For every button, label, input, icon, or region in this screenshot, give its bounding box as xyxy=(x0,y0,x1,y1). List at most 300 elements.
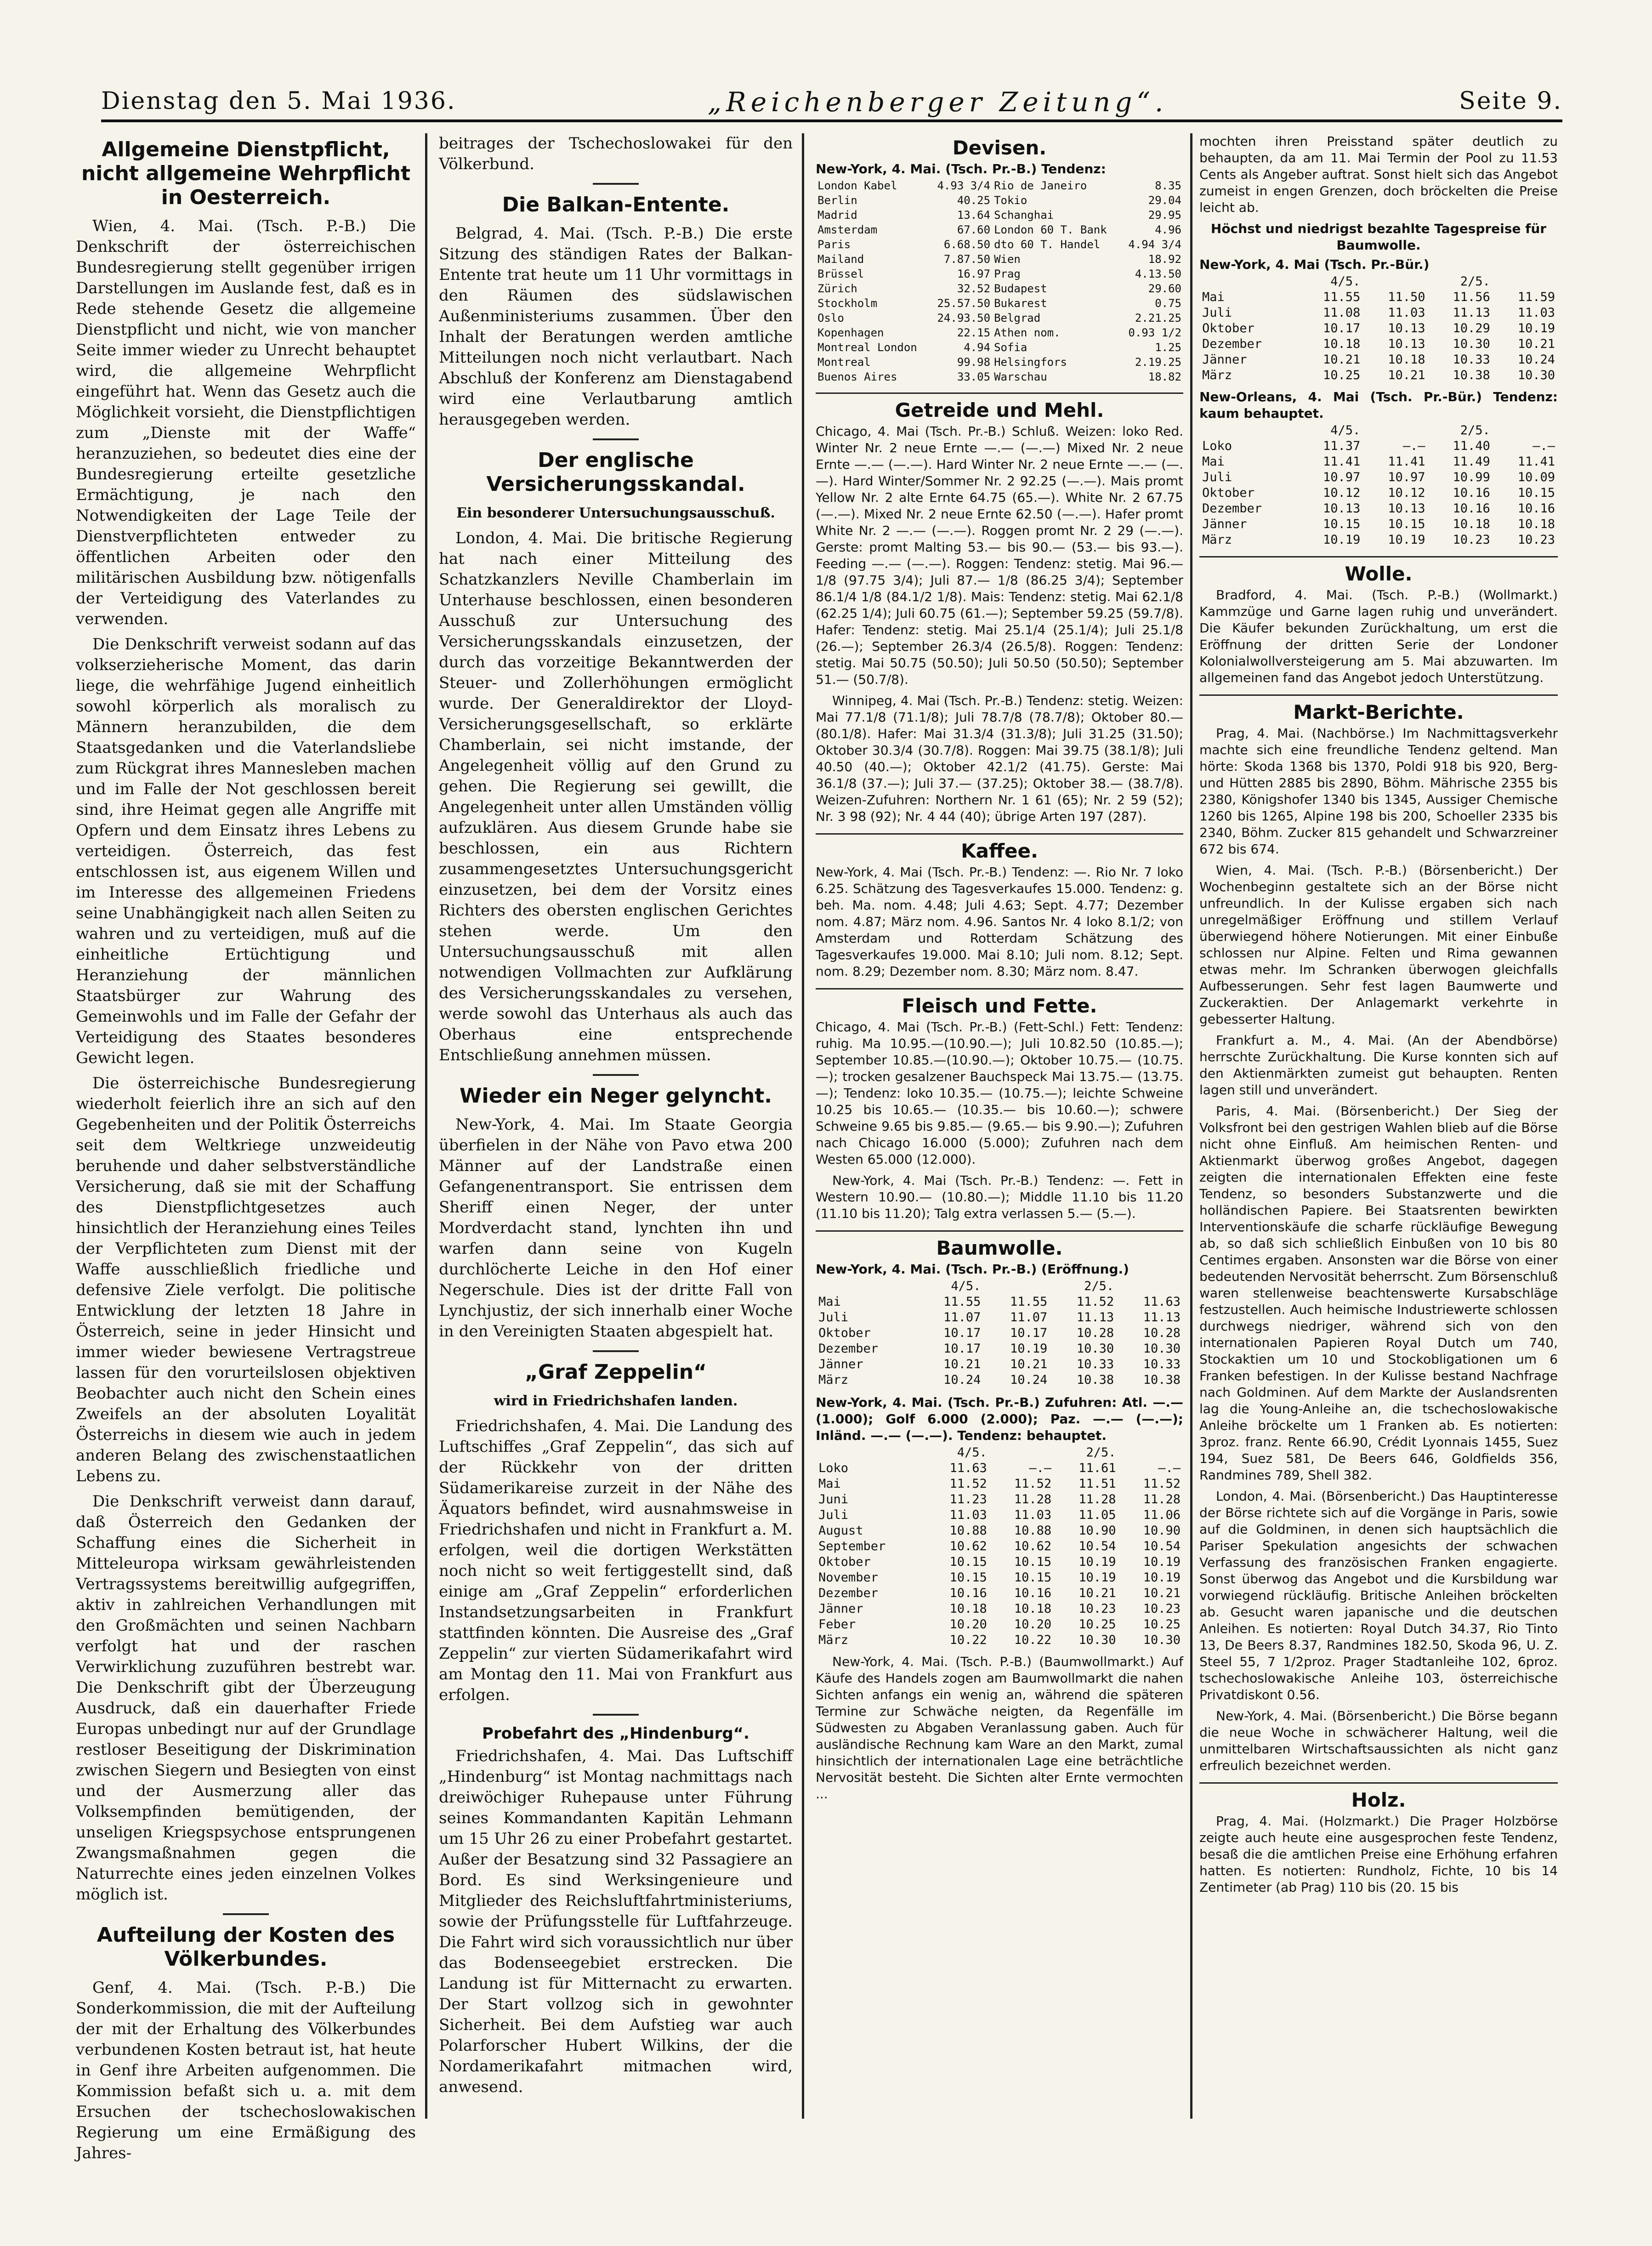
table-cell: 11.49 xyxy=(1453,455,1490,469)
market-report: Wien, 4. Mai. (Tsch. P.-B.) (Börsenbericht.) Der Wochenbeginn gestaltete sich an der Börse nicht unfreundlich. In der Kulisse ergaben sich nach unregelmäßiger Eröffnung und stillem Verlauf überwiegend höhere Notierungen. Mit einer Einbuße schlossen nur Alpine. Felten und Rima gewannen etwas mehr. Im Schranken überwogen gleichfalls Aufbesserungen. Sehr fest lagen Baumwerte und Zuckeraktien. Der Anlagemarkt verkehrte in gebesserter Haltung. xyxy=(1199,863,1558,1027)
market-report: Frankfurt a. M., 4. Mai. (An der Abendbörse) herrschte Zurückhaltung. Die Kurse konnten sich auf den Aktienmärkten zumeist gut behaupten. Renten lagen still und unverändert. xyxy=(1199,1033,1558,1097)
table-cell: London Kabel xyxy=(817,179,897,192)
table-cell: Sofia xyxy=(994,341,1028,354)
article-subtitle: Ein besonderer Untersuchungsausschuß. xyxy=(456,505,775,521)
market-report: London, 4. Mai. (Börsenbericht.) Das Hauptinteresse der Börse richtete sich auf die Vorgänge in Paris, sowie auf die Goldminen, in denen sich hauptsächlich die Pariser Spekulation angesichts der schwachen Verfassung des französischen Franken engagierte. Sonst überwog das Angebot und die Kursbildung war vorwiegend rückläufig. Britische Anleihen bröckelten ab. Gesucht waren japanische und die deutschen Anleihen. Es notierten: Royal Dutch 34.37, Rio Tinto 13, De Beers 8.37, Randmines 182.50, Skoda 96, U. Z. Steel 55, 7 1/2proz. Prager Stadtanleihe 102, 6proz. tschechoslowakische Anleihe 103, österreichische Privatdiskont 0.56. xyxy=(1199,1489,1558,1702)
table-cell: Dezember xyxy=(1202,337,1262,351)
table-header-cell xyxy=(990,1445,1054,1461)
table-row xyxy=(816,178,1183,193)
devisen-table xyxy=(816,178,1183,384)
table-cell: 4.96 xyxy=(1155,223,1181,236)
column-rule xyxy=(425,133,427,2119)
table-cell: März xyxy=(818,1633,849,1647)
table-cell: 16.97 xyxy=(957,267,991,280)
table-header-cell xyxy=(1363,423,1428,438)
table-cell: 11.03 xyxy=(1517,306,1555,320)
table-cell: 11.52 xyxy=(1014,1477,1052,1491)
table-cell: 11.28 xyxy=(1014,1492,1052,1507)
table-cell: 11.59 xyxy=(1517,290,1555,304)
table-cell: 10.20 xyxy=(1014,1617,1052,1632)
table-cell: 10.18 xyxy=(1453,517,1490,531)
table-cell: 11.41 xyxy=(1323,455,1361,469)
table-cell: Mai xyxy=(818,1295,841,1309)
table-cell: 2.19.25 xyxy=(1135,356,1181,369)
market-report: Prag, 4. Mai. (Holzmarkt.) Die Prager Holzbörse zeigte auch heute eine ausgesprochen feste Tendenz, besaß die die amtlichen Preise eine Erhöhung erfahren hatten. Es notierten: Rundholz, Fichte, 10 bis 14 Zentimeter (ab Prag) 110 bis (20. 15 bis xyxy=(1199,1814,1558,1895)
section-title-tagespreise: Höchst und niedrigst bezahlte Tagespreise für Baumwolle. xyxy=(1210,221,1547,253)
table-cell: 4.94 xyxy=(964,341,991,354)
table-row xyxy=(1199,532,1558,548)
table-cell: 10.62 xyxy=(1014,1539,1052,1553)
table-cell: 11.50 xyxy=(1388,290,1425,304)
section-separator xyxy=(816,988,1183,989)
table-cell: 10.17 xyxy=(943,1342,981,1356)
market-text: Chicago, 4. Mai (Tsch. Pr.-B.) Schluß. Weizen: loko Red. Winter Nr. 2 neue Ernte —.— (—.—) Mixed Nr. 2 neue Ernte —.— (—.—). Hard Winter Nr. 2 neue Ernte —.— (—.—). Hard Winter/Sommer Nr. 2 92.25 (—.—). Mais promt Yellow Nr. 2 alte Ernte 64.75 (65.—). White Nr. 2 67.75 (—.—). Mixed Nr. 2 neue Ernte 62.50 (—.—). Hafer promt White Nr. 2 —.— (—.—). Roggen promt Nr. 2 29 (—.—). Gerste: promt Malting 53.— bis 90.— (53.— bis 93.—). Feeding —.— (—.—). Roggen: Tendenz: stetig. Mai 96.— 1/8 (97.75 3/4); Juli 87.— 1/8 (86.25 3/4); September 86.1/4 1/8 (84.1/2 1/8). Mais: Tendenz: stetig. Mai 62.1/8 (62.25 1/4); Juli 60.75 (61.—); September 59.25 (59.7/8). Hafer: Tendenz: stetig. Mai 25.1/4 (25.1/4); Juli 25.1/8 (26.—); September 26.3/4 (26.5/8). Roggen: Tendenz: stetig. Mai 50.75 (50.50); Juli 50.50 (50.50); September 51.— (50.7/8). xyxy=(816,424,1183,687)
table-cell: 11.37 xyxy=(1323,439,1361,453)
section-title-devisen: Devisen. xyxy=(952,136,1047,159)
section-separator xyxy=(816,833,1183,835)
table-header-cell: 4/5. xyxy=(1330,423,1361,438)
tagespreise-header: New-York, 4. Mai (Tsch. Pr.-Bür.) xyxy=(1199,257,1430,272)
table-cell: London 60 T. Bank xyxy=(994,223,1107,236)
tagespreise-header: New-Orleans, 4. Mai (Tsch. Pr.-Bür.) Tendenz: kaum behauptet. xyxy=(1199,389,1558,421)
table-cell: Bukarest xyxy=(994,297,1047,310)
table-cell: 4.93 3/4 xyxy=(937,179,991,192)
section-separator xyxy=(1199,694,1558,696)
table-cell: 10.18 xyxy=(949,1602,987,1616)
article-paragraph: Die Denkschrift verweist dann darauf, daß Österreich den Gedanken der Schaffung eines die Sicherheit in Mitteleuropa wirksam gewährleistenden Vertragssystems bereitwillig aufgegriffen, aktiv in zahlreichen Verhandlungen mit den Großmächten und seinen Nachbarn verfolgt hat und der raschen Verwirklichung zuzuführen bestrebt war. Die Denkschrift gibt der Überzeugung Ausdruck, daß ein dauerhafter Friede Europas unbedingt nur auf der Grundlage restloser Beseitigung der Diskrimination zwischen Siegern und Besiegten von einst und der Ausmerzung aller das Volksempfinden bemütigenden, der unseligen Kriegspsychose entsprungenen Zwangsmaßnahmen gegen die Naturrechte eines jeden einzelnen Volkes möglich ist. xyxy=(76,1492,416,1904)
table-cell: 11.61 xyxy=(1079,1461,1116,1475)
table-cell: Warschau xyxy=(994,370,1047,383)
table-cell: 11.28 xyxy=(1079,1492,1116,1507)
table-cell: 29.60 xyxy=(1148,282,1181,295)
table-row xyxy=(1199,454,1558,470)
table-row xyxy=(1199,368,1558,383)
table-row xyxy=(1199,501,1558,517)
table-cell: 8.35 xyxy=(1155,179,1181,192)
table-cell: 11.07 xyxy=(1010,1310,1048,1325)
table-header-cell xyxy=(1199,423,1298,438)
table-cell: 10.23 xyxy=(1143,1602,1181,1616)
table-header-cell: 2/5. xyxy=(1460,423,1490,438)
article-title: Probefahrt des „Hindenburg“. xyxy=(482,1724,749,1743)
header-paper-title: „Reichenberger Zeitung“. xyxy=(708,86,1168,118)
table-cell: 10.16 xyxy=(1517,501,1555,516)
table-cell: —.— xyxy=(1029,1461,1052,1475)
table-cell: Oktober xyxy=(818,1555,871,1569)
table-cell: 11.07 xyxy=(943,1310,981,1325)
table-cell: 10.22 xyxy=(949,1633,987,1647)
section-title-getreide: Getreide und Mehl. xyxy=(895,399,1104,421)
table-cell: —.— xyxy=(1402,439,1425,453)
table-cell: Tokio xyxy=(994,194,1028,207)
table-cell: 10.99 xyxy=(1453,470,1490,484)
table-header-cell: 4/5. xyxy=(1330,274,1361,289)
market-text: Chicago, 4. Mai (Tsch. Pr.-B.) (Fett-Schl.) Fett: Tendenz: ruhig. Ma 10.95.—(10.90.—); Juli 10.82.50 (10.85.—); September 10.85.—(10.90.—); Oktober 10.75.— (10.75.—); trocken gesalzener Bauchspeck Mai 13.75.— (13.75.—); Tendenz: loko 10.35.— (10.75.—); leichte Schweine 10.25 bis 10.65.— (10.35.— bis 10.60.—); schwere Schweine 9.65 bis 9.85.— (9.65.— bis 9.90.—); Zufuhren nach Chicago 16.000 (5.000); Zufuhren nach dem Westen 65.000 (12.000). xyxy=(816,1019,1183,1167)
table-cell: Rio de Janeiro xyxy=(994,179,1087,192)
article-paragraph: New-York, 4. Mai. Im Staate Georgia überfielen in der Nähe von Pavo etwa 200 Männer auf der Landstraße einen Gefangenentransport. Sie entrissen dem Sheriff einen Neger, der unter Mordverdacht stand, lynchten ihn und warfen dann seine von Kugeln durchlöcherte Leiche in den Hof einer Negerschule. Dies ist der dritte Fall von Lynchjustiz, der sich innerhalb einer Woche in den Vereinigten Staaten abgespielt hat. xyxy=(439,1115,793,1341)
table-cell: 10.17 xyxy=(943,1326,981,1340)
table-row xyxy=(816,1554,1183,1570)
article-paragraph: Die Denkschrift verweist sodann auf das volkserzieherische Moment, das darin liege, die wehrfähige Jugend einheitlich sowohl körperlich als moralisch zu Männern heranzubilden, die dem Staatsgedanken und die Vaterlandsliebe zum Rückgrat ihres Mannesleben machen und im Falle der Not geschlossen bereit sind, ihre Heimat gegen alle Angriffe mit Opfern und dem Einsatz ihres Lebens zu verteidigen. Österreich, das fest entschlossen ist, aus eigenem Willen und im Interesse des allgemeinen Friedens seine Unabhängigkeit nach allen Seiten zu wahren und zu verteidigen, muß auf die einheitliche Ertüchtigung und Heranziehung der männlichen Staatsbürger zur Wahrung des Gemeinwohls und im Falle der Gefahr der Verteidigung des Staates besonderes Gewicht legen. xyxy=(76,635,416,1067)
table-cell: Belgrad xyxy=(994,312,1041,324)
table-cell: 11.03 xyxy=(1014,1508,1052,1522)
table-cell: 10.30 xyxy=(1076,1342,1114,1356)
table-cell: 10.17 xyxy=(1323,321,1361,335)
baumwolle-header: New-York, 4. Mai. (Tsch. Pr.-B.) Zufuhren: Atl. —.— (1.000); Golf 6.000 (2.000); Paz. —.— (—.—); Inländ. —.— (—.—). Tendenz: behauptet. xyxy=(816,1395,1183,1443)
table-cell: 10.18 xyxy=(1014,1602,1052,1616)
table-cell: 10.15 xyxy=(949,1555,987,1569)
table-cell: 11.56 xyxy=(1453,290,1490,304)
table-header-cell xyxy=(1493,423,1558,438)
article-paragraph: Friedrichshafen, 4. Mai. Die Landung des Luftschiffes „Graf Zeppelin“, das sich auf der Rückkehr von der dritten Südamerikareise zurzeit in der Nähe des Äquators befindet, wird ausnahmsweise in Friedrichshafen und nicht in Frankfurt a. M. erfolgen, weil die dortigen Werkstätten noch nicht so weit fertiggestellt sind, daß einige am „Graf Zeppelin“ erforderlichen Instandsetzungsarbeiten in Frankfurt stattfinden könnten. Die Ausreise des „Graf Zeppelin“ zur vierten Südamerikafahrt wird am Montag den 11. Mai von Frankfurt aus erfolgen. xyxy=(439,1417,793,1704)
table-header-cell: 2/5. xyxy=(1084,1279,1114,1293)
section-title-baumwolle: Baumwolle. xyxy=(936,1237,1063,1259)
table-row xyxy=(816,1523,1183,1539)
table-cell: 10.33 xyxy=(1143,1357,1181,1371)
article-separator xyxy=(593,1074,639,1076)
table-header-cell xyxy=(1363,274,1428,290)
table-cell: dto 60 T. Handel xyxy=(994,238,1101,251)
table-cell: 10.15 xyxy=(1014,1570,1052,1585)
table-cell: 25.57.50 xyxy=(937,297,991,310)
table-row xyxy=(816,1539,1183,1554)
section-separator xyxy=(1199,1782,1558,1784)
table-cell: 10.18 xyxy=(1517,517,1555,531)
table-row xyxy=(816,1310,1183,1325)
table-cell: 40.25 xyxy=(957,194,991,207)
table-cell: Wien xyxy=(994,253,1021,266)
section-title-kaffee: Kaffee. xyxy=(961,840,1038,862)
table-cell: 11.63 xyxy=(1143,1295,1181,1309)
table-row xyxy=(816,281,1183,296)
table-cell: 10.25 xyxy=(1323,368,1361,382)
table-cell: Juli xyxy=(818,1310,849,1325)
table-header-cell xyxy=(1493,274,1558,290)
article-paragraph: London, 4. Mai. Die britische Regierung hat nach einer Mitteilung des Schatzkanzlers Neville Chamberlain im Unterhause beschlossen, einen besonderen Ausschuß zur Untersuchung des Versicherungsskandals einzusetzen, der durch das vorzeitige Bekanntwerden der Steuer- und Zollerhöhungen ermöglicht wurde. Der Generaldirektor der Lloyd-Versicherungsgesellschaft, so erklärte Chamberlain, sei nicht imstande, der Angelegenheit völlig auf den Grund zu gehen. Die Regierung sei gewillt, die Angelegenheit unter allen Umständen völlig aufzuklären. Aus diesem Grunde habe sie beschlossen, ein aus Richtern zusammengesetztes Untersuchungsgericht einzusetzen, bei dem der Vorsitz eines Richters des obersten englischen Gerichtes stehen werde. Um den Untersuchungsausschuß mit allen notwendigen Vollmachten zur Aufklärung des Versicherungsskandales zu versehen, werde sowohl das Unterhaus als auch das Oberhaus eine entsprechende Entschließung annehmen müssen. xyxy=(439,529,793,1064)
table-cell: 10.15 xyxy=(1323,517,1361,531)
table-row xyxy=(816,237,1183,252)
table-cell: 11.55 xyxy=(1010,1295,1048,1309)
market-text: Bradford, 4. Mai. (Tsch. P.-B.) (Wollmarkt.) Kammzüge und Garne lagen ruhig und unverändert. Die Käufer bekunden Zurückhaltung, um erst die Eröffnung der dritten Serie der Londoner Kolonialwollversteigerung am 5. Mai abzuwarten. Im allgemeinen fand das Angebot jedoch Unterstützung. xyxy=(1199,587,1558,685)
table-cell: 10.23 xyxy=(1517,533,1555,547)
table-cell: Buenos Aires xyxy=(817,370,897,383)
article-title: Allgemeine Dienstpflicht, nicht allgemeine Wehrpflicht in Oesterreich. xyxy=(81,138,411,209)
table-cell: Mai xyxy=(818,1477,841,1491)
table-cell: 10.88 xyxy=(1014,1524,1052,1538)
table-cell: 99.98 xyxy=(957,356,991,369)
table-cell: 24.93.50 xyxy=(937,312,991,324)
table-cell: 4.13.50 xyxy=(1135,267,1181,280)
table-cell: Amsterdam xyxy=(817,223,878,236)
table-cell: 10.38 xyxy=(1453,368,1490,382)
table-cell: August xyxy=(818,1524,863,1538)
devisen-header: New-York, 4. Mai. (Tsch. Pr.-B.) Tendenz: xyxy=(816,161,1106,176)
article-separator xyxy=(593,1714,639,1716)
table-cell: 10.16 xyxy=(1453,486,1490,500)
table-cell: 10.15 xyxy=(1517,486,1555,500)
table-cell: 10.38 xyxy=(1076,1373,1114,1387)
table-header-cell: 2/5. xyxy=(1460,274,1490,289)
table-cell: —.— xyxy=(1533,439,1555,453)
table-cell: 10.24 xyxy=(1517,353,1555,367)
table-row xyxy=(816,340,1183,355)
table-cell: Paris xyxy=(817,238,851,251)
table-cell: 1.25 xyxy=(1155,341,1181,354)
table-cell: Prag xyxy=(994,267,1021,280)
table-cell: Dezember xyxy=(1202,501,1262,516)
table-row xyxy=(816,193,1183,208)
section-separator xyxy=(1199,556,1558,557)
table-row xyxy=(816,1476,1183,1492)
table-row xyxy=(1199,352,1558,368)
table-cell: 10.24 xyxy=(1010,1373,1048,1387)
table-row xyxy=(816,370,1183,384)
market-text: Winnipeg, 4. Mai (Tsch. Pr.-B.) Tendenz: stetig. Weizen: Mai 77.1/8 (71.1/8); Juli 78.7/8 (78.7/8); Oktober 80.— (80.1/8). Hafer: Mai 31.3/4 (31.3/8); Juli 31.25 (31.50); Oktober 30.3/4 (30.7/8). Roggen: Mai 39.75 (38.1/8); Juli 40.50 (40.—); Oktober 42.1/2 (41.75). Gerste: Mai 36.1/8 (37.—); Juli 37.— (37.25); Oktober 38.— (38.7/8). Weizen-Zufuhren: Northern Nr. 1 61 (65); Nr. 2 59 (52); Nr. 3 98 (92); Nr. 4 44 (40); übrige Arten 197 (287). xyxy=(816,693,1183,824)
table-cell: Oslo xyxy=(817,312,844,324)
column-1 xyxy=(76,133,416,2162)
table-cell: 10.18 xyxy=(1388,353,1425,367)
table-cell: 11.03 xyxy=(949,1508,987,1522)
table-cell: Budapest xyxy=(994,282,1047,295)
table-cell: Schanghai xyxy=(994,209,1054,222)
table-cell: 67.60 xyxy=(957,223,991,236)
column-rule xyxy=(1190,133,1192,2119)
table-cell: 10.09 xyxy=(1517,470,1555,484)
table-row xyxy=(1199,336,1558,352)
table-row xyxy=(1199,305,1558,321)
article-separator xyxy=(593,438,639,440)
page-header xyxy=(101,83,1562,122)
table-row xyxy=(816,208,1183,222)
table-cell: 11.52 xyxy=(1143,1477,1181,1491)
tagespreise-table-2 xyxy=(1199,423,1558,548)
article-paragraph: Die österreichische Bundesregierung wiederholt feierlich ihre an sich auf den Gegebenheiten und der Politik Österreichs seit dem Weltkriege unzweideutig beruhende und daher selbstverständliche Versicherung, daß sie mit der Schaffung des Dienstpflichtgesetzes auch hinsichtlich der Heranziehung eines Teiles der Verpflichteten zum Dienst mit der Waffe ausschließlich friedliche und defensive Ziele verfolgt. Die politische Entwicklung der letzten 18 Jahre in Österreich, seine in jeder Hinsicht und immer wieder bewiesene Vertragstreue lassen für den vorurteilslosen objektiven Beobachter auch nicht den Schein eines Zweifels an der absoluten Loyalität Österreichs in diesem wie auch in jedem anderen Belang des zwischenstaatlichen Lebens zu. xyxy=(76,1074,416,1485)
table-row xyxy=(816,311,1183,325)
table-cell: 10.29 xyxy=(1453,321,1490,335)
table-cell: 10.20 xyxy=(949,1617,987,1632)
table-cell: 10.17 xyxy=(1010,1326,1048,1340)
table-row xyxy=(1199,517,1558,532)
table-cell: 11.13 xyxy=(1076,1310,1114,1325)
table-cell: 10.25 xyxy=(1079,1617,1116,1632)
table-cell: 10.90 xyxy=(1143,1524,1181,1538)
table-row xyxy=(1199,321,1558,336)
table-cell: 10.30 xyxy=(1143,1342,1181,1356)
table-cell: 10.19 xyxy=(1323,533,1361,547)
table-header-cell xyxy=(983,1279,1050,1294)
table-cell: 10.16 xyxy=(1453,501,1490,516)
section-separator xyxy=(816,392,1183,394)
table-cell: September xyxy=(818,1539,886,1553)
table-cell: 11.06 xyxy=(1143,1508,1181,1522)
table-cell: Athen nom. xyxy=(994,326,1061,339)
table-header-cell: 2/5. xyxy=(1086,1445,1116,1460)
table-cell: 11.41 xyxy=(1388,455,1425,469)
table-cell: 10.30 xyxy=(1453,337,1490,351)
table-header-cell xyxy=(1119,1445,1183,1461)
table-cell: 22.15 xyxy=(957,326,991,339)
table-cell: Juli xyxy=(1202,306,1232,320)
table-cell: Zürich xyxy=(817,282,857,295)
table-cell: 11.13 xyxy=(1453,306,1490,320)
table-cell: 11.51 xyxy=(1079,1477,1116,1491)
table-cell: 33.05 xyxy=(957,370,991,383)
table-cell: 10.21 xyxy=(1010,1357,1048,1371)
table-cell: 10.97 xyxy=(1323,470,1361,484)
section-title-fleisch: Fleisch und Fette. xyxy=(902,995,1097,1017)
table-row xyxy=(816,1325,1183,1341)
article-title: „Graf Zeppelin“ xyxy=(525,1360,707,1384)
table-row xyxy=(1199,470,1558,485)
table-cell: Jänner xyxy=(1202,517,1247,531)
table-cell: 10.19 xyxy=(1143,1570,1181,1585)
table-cell: Brüssel xyxy=(817,267,864,280)
table-cell: 11.23 xyxy=(949,1492,987,1507)
table-cell: 10.97 xyxy=(1388,470,1425,484)
table-row xyxy=(816,1492,1183,1507)
article-paragraph: Belgrad, 4. Mai. (Tsch. P.-B.) Die erste Sitzung des ständigen Rates der Balkan-Entente trat heute um 11 Uhr vormittags in den Räumen des südslawischen Außenministeriums zusammen. Über den Inhalt der Beratungen werden amtliche Mitteilungen noch nicht verlautbart. Nach Abschluß der Konferenz am Dienstagabend wird eine Verlautbarung amtlich herausgegeben werden. xyxy=(439,224,793,429)
table-cell: Stockholm xyxy=(817,297,878,310)
market-report: Paris, 4. Mai. (Börsenbericht.) Der Sieg der Volksfront bei den gestrigen Wahlen blieb auf die Börse nicht ohne Einfluß. Am heimischen Renten- und Aktienmarkt überwog großes Angebot, dagegen zeigten die internationalen Effekten eine feste Tendenz, so besonders Substanzwerte und die holländischen Papiere. Bei Staatsrenten bewirkten Interventionskäufe die scharfe rückläufige Bewegung ab, so daß sich schließlich Einbußen von 10 bis 80 Centimes ergaben. Ansonsten war die Börse von einer bedeutenden Nervosität beherrscht. Zum Börsenschluß waren stellenweise beachtenswerte Kursabschläge festzustellen. Auch heimische Industriewerte schlossen durchwegs niedriger, während sich von den internationalen Papieren Royal Dutch um 740, Stockaktien um 10 und Stockobligationen um 6 Franken befestigen. In der Kulisse bestand Nachfrage nach Goldminen. Auf dem Markte der Auslandsrenten lag die Young-Anleihe an, die tschechoslowakische Anleihe bröckelte um 1 Franken ab. Es notierten: 3proz. franz. Rente 66.90, Crédit Lyonnais 1455, Suez 194, Suez 581, De Beers 646, Goldfields 356, Randmines 789, Shell 382. xyxy=(1199,1103,1558,1483)
table-cell: —.— xyxy=(1158,1461,1181,1475)
market-text: New-York, 4. Mai (Tsch. Pr.-B.) Tendenz: —. Rio Nr. 7 loko 6.25. Schätzung des Tagesverkaufes 15.000. Tendenz: g. beh. Ma. nom. 4.48; Juli 4.63; Sept. 4.77; Dezember nom. 4.87; März nom. 4.96. Santos Nr. 4 loko 8.1/2; von Amsterdam und Rotterdam Schätzung des Tagesverkaufes 19.000. Mai 8.10; Juli nom. 8.12; Sept. nom. 8.29; Dezember nom. 8.30; März nom. 8.47. xyxy=(816,864,1183,979)
article-title: Der englische Versicherungsskandal. xyxy=(486,449,745,496)
table-cell: Oktober xyxy=(1202,321,1255,335)
table-cell: 10.21 xyxy=(1323,353,1361,367)
article-separator xyxy=(593,183,639,185)
header-page-number: Seite 9. xyxy=(1459,87,1562,115)
table-cell: 10.33 xyxy=(1453,353,1490,367)
table-cell: 11.40 xyxy=(1453,439,1490,453)
table-row xyxy=(1199,438,1558,454)
table-cell: 10.21 xyxy=(1388,368,1425,382)
table-row xyxy=(816,252,1183,267)
article-paragraph: Friedrichshafen, 4. Mai. Das Luftschiff „Hindenburg“ ist Montag nachmittags nach dreiwöchiger Ruhepause unter Führung seines Kommandanten Kapitän Lehmann um 15 Uhr 26 zu einer Probefahrt gestartet. Außer der Besatzung sind 32 Passagiere an Bord. Es sind Werksingenieure und Mitglieder des Reichsluftfahrtministeriums, sowie der Prüfungsstelle für Luftfahrzeuge. Die Fahrt wird sich voraussichtlich nur über das Bodenseegebiet erstrecken. Die Landung ist für Mitternacht zu erwarten. Der Start vollzog sich in gewohnter Sicherheit. Bei dem Aufstieg war auch Polarforscher Hubert Wilkins, der die Nordamerikafahrt mitmachen wird, anwesend. xyxy=(439,1747,793,2096)
table-cell: 10.15 xyxy=(1388,517,1425,531)
table-cell: 10.19 xyxy=(1010,1342,1048,1356)
table-header-cell xyxy=(816,1279,917,1294)
table-cell: 11.13 xyxy=(1143,1310,1181,1325)
table-header-cell xyxy=(1199,274,1298,290)
table-cell: 10.62 xyxy=(949,1539,987,1553)
table-cell: Loko xyxy=(1202,439,1232,453)
table-cell: 11.08 xyxy=(1323,306,1361,320)
table-cell: 10.21 xyxy=(1517,337,1555,351)
table-row xyxy=(816,355,1183,370)
table-cell: 11.05 xyxy=(1079,1508,1116,1522)
table-row xyxy=(816,1507,1183,1523)
market-report: New-York, 4. Mai. (Börsenbericht.) Die Börse begann die neue Woche in schwächerer Haltung, weil die unmittelbaren Wirtschaftsaussichten als nicht ganz erfreulich bezeichnet werden. xyxy=(1199,1708,1558,1773)
table-cell: Jänner xyxy=(818,1357,863,1371)
table-cell: März xyxy=(1202,368,1232,382)
table-cell: 10.19 xyxy=(1143,1555,1181,1569)
table-cell: 6.68.50 xyxy=(943,238,991,251)
section-title-markt-berichte: Markt-Berichte. xyxy=(1293,701,1464,723)
table-cell: 11.52 xyxy=(949,1477,987,1491)
article-title: Wieder ein Neger gelyncht. xyxy=(460,1084,772,1108)
article-paragraph: Wien, 4. Mai. (Tsch. P.-B.) Die Denkschrift der österreichischen Bundesregierung stellt gegenüber irrigen Darstellungen im Auslande fest, daß es in Rede stehende Gesetz die allgemeine Dienstpflicht und nicht, wie von mancher Seite immer wieder zu Unrecht behauptet wird, die allgemeine Wehrpflicht eingeführt hat. Wenn das Gesetz auch die Möglichkeit vorsieht, die Dienstpflichtigen zum „Dienste mit der Waffe“ heranzuziehen, so bedeutet dies eine der Bundesregierung erteilte gesetzliche Ermächtigung, je nach den Notwendigkeiten der Lage Teile der Dienstverpflichteten entweder zu öffentlichen Arbeiten oder den militärischen Ausbildung bzw. nötigenfalls der Verteidigung des Vaterlandes zu verwenden. xyxy=(76,217,416,628)
table-row xyxy=(816,1601,1183,1617)
table-cell: Oktober xyxy=(818,1326,871,1340)
table-cell: November xyxy=(818,1570,879,1585)
table-cell: 10.38 xyxy=(1143,1373,1181,1387)
table-cell: 10.19 xyxy=(1517,321,1555,335)
table-cell: Oktober xyxy=(1202,486,1255,500)
table-cell: März xyxy=(818,1373,849,1387)
article-separator xyxy=(223,1913,269,1915)
table-cell: 10.23 xyxy=(1453,533,1490,547)
table-cell: 10.12 xyxy=(1323,486,1361,500)
table-cell: 7.87.50 xyxy=(943,253,991,266)
table-cell: 11.55 xyxy=(1323,290,1361,304)
table-cell: 10.30 xyxy=(1079,1633,1116,1647)
table-header-cell xyxy=(816,1445,925,1461)
table-cell: 11.63 xyxy=(949,1461,987,1475)
table-row xyxy=(816,1372,1183,1388)
table-cell: 10.13 xyxy=(1323,501,1361,516)
table-cell: 32.52 xyxy=(957,282,991,295)
column-2 xyxy=(439,133,793,2128)
table-cell: 10.15 xyxy=(949,1570,987,1585)
table-cell: 10.23 xyxy=(1079,1602,1116,1616)
table-cell: 10.16 xyxy=(949,1586,987,1600)
market-text: mochten ihren Preisstand später deutlich zu behaupten, da am 11. Mai Termin der Pool zu 11.53 Cents als Angeber auftrat. Sonst hielt sich das Angebot zumeist in engen Grenzen, doch bröckelten die Preise leicht ab. xyxy=(1199,134,1558,215)
table-cell: 0.93 1/2 xyxy=(1128,326,1181,339)
table-cell: 10.28 xyxy=(1076,1326,1114,1340)
column-4 xyxy=(1199,133,1558,2128)
table-cell: 10.88 xyxy=(949,1524,987,1538)
article-separator xyxy=(593,1350,639,1352)
table-cell: 10.13 xyxy=(1388,321,1425,335)
table-header-cell: 4/5. xyxy=(951,1279,981,1293)
table-cell: Madrid xyxy=(817,209,857,222)
table-cell: Juli xyxy=(1202,470,1232,484)
table-row xyxy=(816,267,1183,281)
article-paragraph: Genf, 4. Mai. (Tsch. P.-B.) Die Sonderkommission, die mit der Aufteilung der mit der Erhaltung des Völkerbundes verbundenen Kosten betraut ist, hat heute in Genf ihre Arbeiten aufgenommen. Die Kommission befaßt sich u. a. mit dem Ersuchen der tschechoslowakischen Regierung um eine Ermäßigung des Jahres- xyxy=(76,1979,416,2162)
section-title-holz: Holz. xyxy=(1351,1789,1406,1811)
table-cell: 11.41 xyxy=(1517,455,1555,469)
table-cell: 11.52 xyxy=(1076,1295,1114,1309)
table-cell: 10.54 xyxy=(1079,1539,1116,1553)
table-row xyxy=(816,296,1183,311)
baumwolle-header: New-York, 4. Mai. (Tsch. Pr.-B.) (Eröffnung.) xyxy=(816,1262,1129,1277)
table-row xyxy=(1199,485,1558,501)
table-row xyxy=(816,1617,1183,1632)
market-text: New-York, 4. Mai. (Tsch. P.-B.) (Baumwollmarkt.) Auf Käufe des Handels zogen am Baumwollmarkt die nahen Sichten anfangs ein wenig an, während die späteren Termine zur Schwäche neigten, da Regenfälle im Südwesten zu Abgaben Veranlassung gaben. Auch für ausländische Rechnung kam Ware an den Markt, zumal hinsichtlich der internationalen Lage eine beträchtliche Nervosität besteht. Die Sichten alter Ernte vermochten ... xyxy=(816,1654,1183,1802)
table-cell: Dezember xyxy=(818,1342,879,1356)
table-cell: Juli xyxy=(818,1508,849,1522)
table-cell: 29.04 xyxy=(1148,194,1181,207)
table-cell: 10.21 xyxy=(1079,1586,1116,1600)
table-cell: 10.19 xyxy=(1388,533,1425,547)
table-cell: 18.82 xyxy=(1148,370,1181,383)
table-cell: 10.54 xyxy=(1143,1539,1181,1553)
table-cell: 10.13 xyxy=(1388,337,1425,351)
table-cell: 0.75 xyxy=(1155,297,1181,310)
table-cell: 18.92 xyxy=(1148,253,1181,266)
table-cell: Berlin xyxy=(817,194,857,207)
table-cell: Jänner xyxy=(1202,353,1247,367)
table-cell: Mai xyxy=(1202,290,1225,304)
table-cell: 10.21 xyxy=(1143,1586,1181,1600)
table-cell: 10.12 xyxy=(1388,486,1425,500)
article-title: Aufteilung der Kosten des Völkerbundes. xyxy=(97,1923,395,1971)
table-cell: 10.15 xyxy=(1014,1555,1052,1569)
table-cell: 10.13 xyxy=(1388,501,1425,516)
table-cell: Jänner xyxy=(818,1602,863,1616)
article-subtitle: wird in Friedrichshafen landen. xyxy=(494,1393,738,1409)
table-cell: Mai xyxy=(1202,455,1225,469)
